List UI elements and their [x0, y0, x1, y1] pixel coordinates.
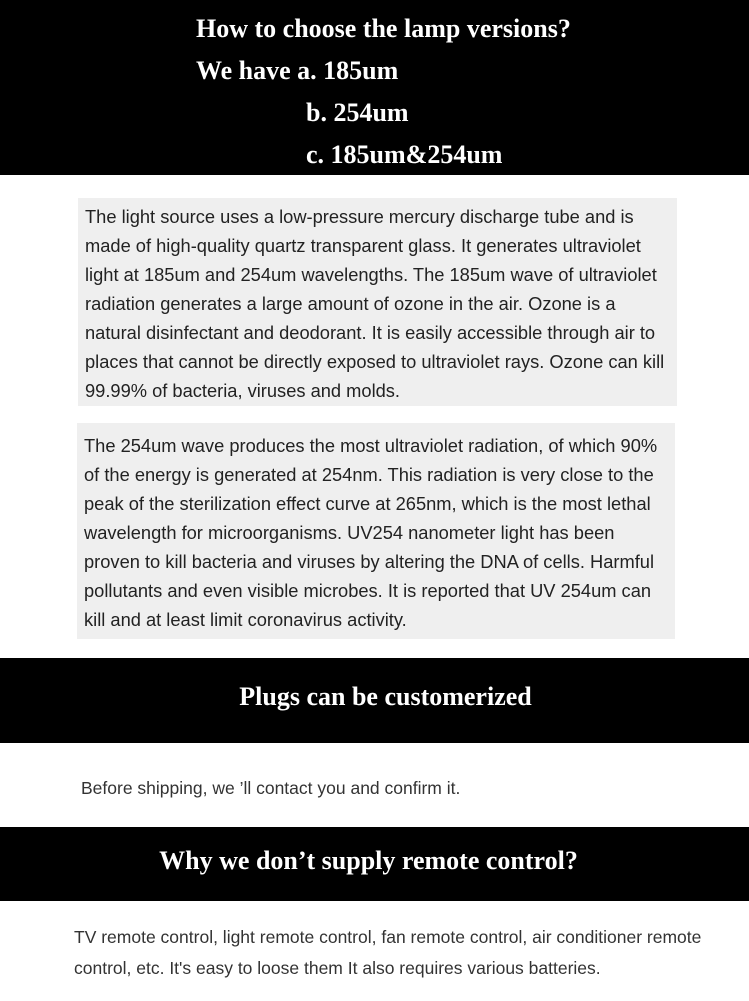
remote-control-title: Why we don’t supply remote control?: [159, 846, 578, 875]
lamp-versions-title: How to choose the lamp versions?: [196, 14, 571, 43]
paragraph-254um: The 254um wave produces the most ultraviolet radiation, of which 90% of the energy is generated at 254nm. This radiation is very close to the peak of the sterilization effect curve at 265nm, which is the most lethal wavelength for microorganisms. UV254 nanometer light has been proven to kill bacteria and viruses by altering the DNA of cells. Harmful pollutants and even visible microbes. It is reported that UV 254um can kill and at least limit coronavirus activity.: [77, 423, 675, 639]
shipping-note: Before shipping, we ’ll contact you and confirm it.: [81, 778, 461, 798]
lamp-versions-header: [0, 0, 749, 175]
plugs-header: [0, 658, 749, 743]
version-a-line: We have a. 185um: [196, 56, 399, 85]
paragraph-185um: The light source uses a low-pressure mercury discharge tube and is made of high-quality quartz transparent glass. It generates ultraviolet light at 185um and 254um wavelengths. The 185um wave of ultraviolet radiation generates a large amount of ozone in the air. Ozone is a natural disinfectant and deodorant. It is easily accessible through air to places that cannot be directly exposed to ultraviolet rays. Ozone can kill 99.99% of bacteria, viruses and molds.: [78, 198, 677, 406]
remote-control-text: TV remote control, light remote control, fan remote control, air conditioner remote control, etc. It's easy to loose them It also requires various batteries.: [74, 927, 702, 978]
remote-control-header: [0, 827, 749, 901]
version-b-line: b. 254um: [306, 98, 409, 127]
version-c-line: c. 185um&254um: [306, 140, 503, 169]
plugs-title: Plugs can be customerized: [239, 682, 532, 711]
